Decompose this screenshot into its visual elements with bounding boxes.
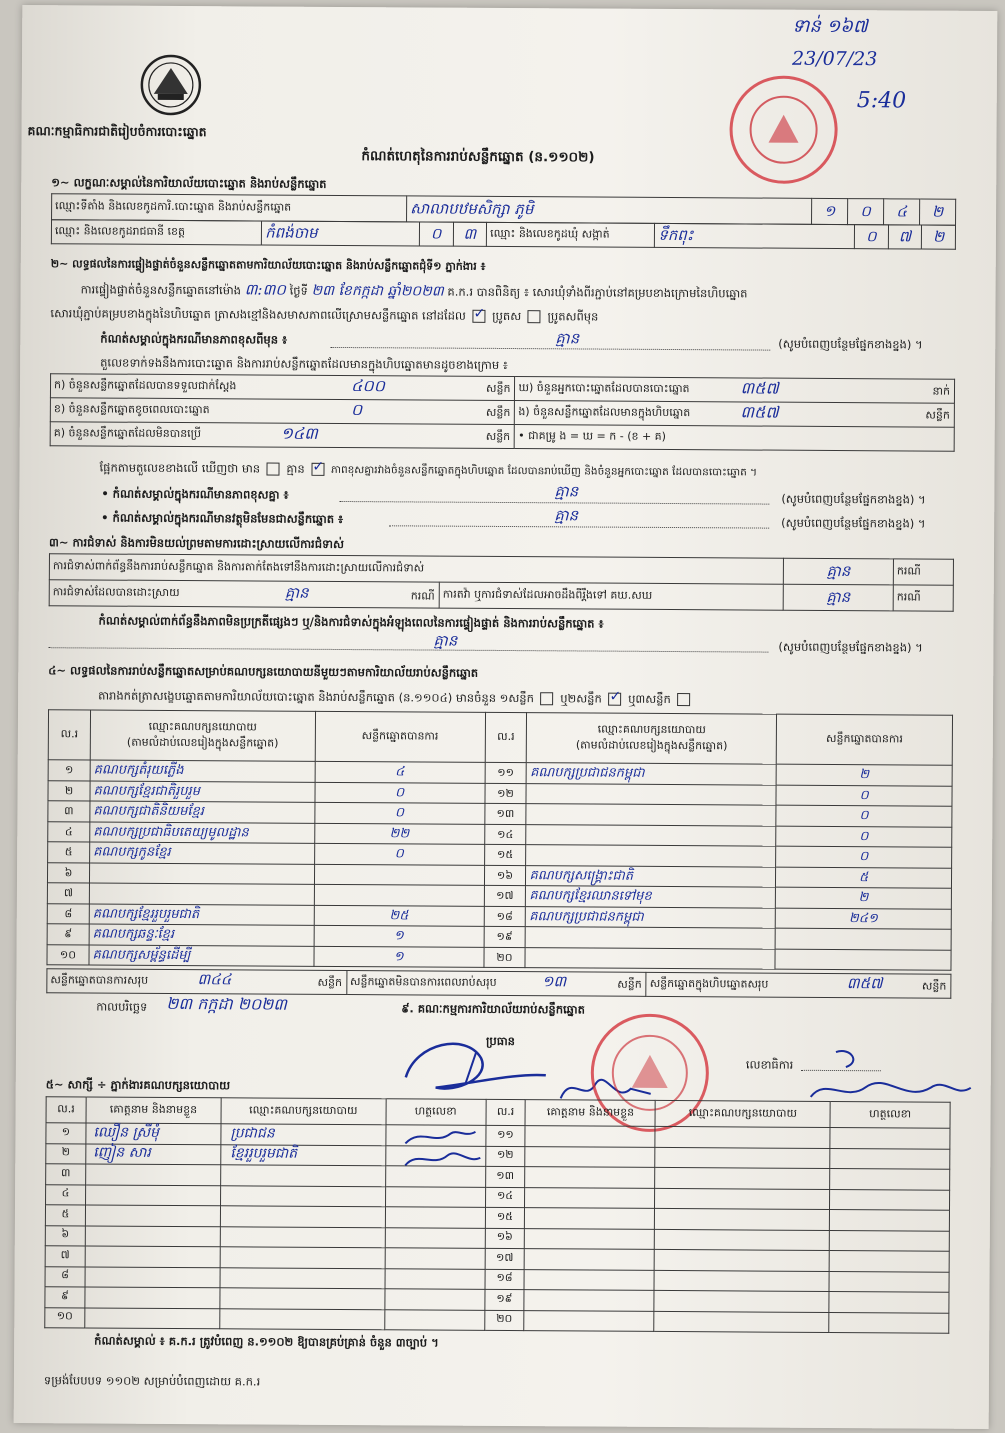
witness-row-no-left: ៨ bbox=[45, 1266, 85, 1287]
witness-row-no-right: ១១ bbox=[485, 1125, 525, 1146]
same-checkbox[interactable] bbox=[473, 310, 486, 323]
irregularity-note-line bbox=[48, 647, 768, 652]
col-no-right: ល.រ bbox=[485, 712, 527, 762]
party-row-no-left: ៩ bbox=[47, 924, 89, 945]
total-valid-label: សន្លឹកឆ្នោតបានការសរុប bbox=[50, 972, 149, 987]
irregularity-note-value: គ្មាន bbox=[433, 631, 458, 650]
verify-time-value: ៣:៣០ bbox=[244, 280, 287, 299]
party-row-no-left: ១០ bbox=[47, 944, 89, 965]
spoiled-ballots-label: ខ) ចំនួនសន្លឹកឆ្នោតខូចពេលបោះឆ្នោត bbox=[53, 401, 210, 416]
witness-row-no-left: ២ bbox=[46, 1143, 86, 1164]
date-label: កាលបរិច្ឆេទ bbox=[96, 999, 148, 1014]
witness-row-party-right bbox=[655, 1229, 830, 1251]
bullet-difference-line bbox=[339, 501, 769, 505]
section4-title: ៤~ លទ្ធផលនៃការរាប់សន្លឹកឆ្នោតសម្រាប់គណបក្សនយោបាយនីមួយៗតាមការិយាល័យរាប់សន្លឹកឆ្នោត bbox=[48, 663, 479, 680]
party-row-votes-right: ២៤១ bbox=[775, 908, 951, 930]
party-row-votes-left bbox=[314, 864, 484, 886]
received-ballots-value: ៤០០ bbox=[350, 376, 386, 396]
party-row-name-right bbox=[525, 947, 775, 969]
total-invalid-value: ១៣ bbox=[541, 972, 567, 991]
party-row-votes-right: ២ bbox=[776, 887, 952, 909]
witness-2-name: ញៀន សារ bbox=[93, 1144, 151, 1161]
witness-row-no-left: ៩ bbox=[45, 1287, 85, 1308]
spoiled-ballots-value: ០ bbox=[350, 400, 363, 420]
ballot-count-table bbox=[50, 373, 955, 452]
witness-row-party-right bbox=[654, 1270, 829, 1292]
witness-row-name-right bbox=[524, 1269, 654, 1290]
box-ballots-label: ង) ចំនួនសន្លឹកឆ្នោតដែលមានក្នុងហិបឆ្នោត bbox=[518, 404, 691, 419]
committee-label: ៩. គណៈកម្មការការិយាល័យរាប់សន្លឹកឆ្នោត bbox=[401, 1001, 585, 1017]
total-invalid-unit: សន្លឹក bbox=[617, 977, 642, 991]
difference-note-line bbox=[330, 347, 770, 351]
location-value: សាលាបឋមសិក្សា ភូមិ bbox=[410, 199, 534, 219]
compare-text: ផ្អែកតាមតួលេខខាងលើ ឃើញថា មាន bbox=[99, 460, 261, 476]
witness-col-name-left: គោត្តនាម និងនាមខ្លួន bbox=[86, 1097, 221, 1124]
unused-ballots-value: ១៤៣ bbox=[280, 423, 318, 443]
party-row-votes-right: ៥ bbox=[776, 867, 952, 889]
forwarded-objection-value: គ្មាន bbox=[826, 587, 851, 607]
witness-row-no-right: ១៧ bbox=[485, 1248, 525, 1269]
witness-row-sign-left bbox=[384, 1309, 484, 1330]
party-row-no-right: ១៩ bbox=[484, 926, 526, 947]
unused-ballots-label: គ) ចំនួនសន្លឹកឆ្នោតដែលមិនបានប្រើ bbox=[53, 425, 202, 440]
witness-row-party-right bbox=[655, 1167, 830, 1189]
party-row-votes-left: ០ bbox=[315, 782, 485, 804]
witness-row-sign-right bbox=[830, 1127, 950, 1148]
verify-time-label: ការផ្ទៀងផ្ទាត់ចំនួនសន្លឹកឆ្នោតនៅម៉ោង bbox=[80, 282, 242, 298]
witness-row-sign-left bbox=[385, 1289, 485, 1310]
party-row-name-right bbox=[526, 824, 776, 846]
witness-row-party-right bbox=[655, 1147, 830, 1169]
witness-table bbox=[44, 1096, 950, 1334]
witness-row-party-left bbox=[220, 1288, 385, 1310]
province-label: ឈ្មោះ និងលេខកូដរាជធានី ខេត្ត bbox=[51, 220, 261, 245]
bullet-object-line bbox=[389, 525, 769, 528]
witness-col-no-left: ល.រ bbox=[46, 1097, 86, 1123]
party-results-table bbox=[46, 709, 953, 971]
verify-line-2 bbox=[50, 307, 598, 323]
no-difference-checkbox[interactable] bbox=[311, 463, 324, 476]
total-box-value: ៣៥៧ bbox=[846, 974, 883, 993]
witness-row-sign-left bbox=[385, 1248, 485, 1269]
party-row-votes-right: ០ bbox=[776, 805, 952, 827]
bullet-difference-hint: (សូមបំពេញបន្ថែមផ្នែកខាងខ្នង) ។ bbox=[781, 491, 926, 507]
party-row-name-right: គណបក្សប្រជាជនកម្ពុជា bbox=[526, 906, 776, 928]
party-row-name-left: គណបក្សឆន្ទៈខ្មែរ bbox=[89, 924, 314, 946]
bullet-object-hint: (សូមបំពេញបន្ថែមផ្នែកខាងខ្នង) ។ bbox=[781, 515, 926, 531]
witness-row-no-left: ៥ bbox=[45, 1205, 85, 1226]
party-row-name-left bbox=[89, 883, 314, 905]
witness-row-name-right bbox=[525, 1146, 655, 1167]
footer-form-code: ទម្រង់បែបបទ ១១០២ សម្រាប់បំពេញដោយ គ.ក.រ bbox=[43, 1373, 261, 1389]
witness-row-sign-right bbox=[829, 1250, 949, 1271]
witness-row-party-right bbox=[654, 1290, 829, 1312]
party-row-no-left: ៧ bbox=[47, 883, 89, 904]
witness-col-party-right: ឈ្មោះគណបក្សនយោបាយ bbox=[655, 1100, 830, 1127]
party-row-name-left: គណបក្សសម្ព័ន្ធដើម្បី bbox=[89, 944, 314, 966]
witness-col-name-right: គោត្តនាម និងនាមខ្លួន bbox=[525, 1100, 655, 1127]
section2-title: ២~ លទ្ធផលនៃការផ្ទៀងផ្ទាត់ចំនួនសន្លឹកឆ្នោតតាមការិយាល័យបោះឆ្នោត និងរាប់សន្លឹកឆ្នោតជុំទី១ ភ្នាក់ងារ ៖ bbox=[50, 257, 486, 273]
tally-sheet-text: តារាងកត់ត្រាសង្ខេបឆ្នោតតាមការិយាល័យបោះឆ្នោត និងរាប់សន្លឹកឆ្នោត (ន.១១០៤) មានចំនួន ១សន្លឹក bbox=[98, 688, 534, 706]
different-checkbox[interactable] bbox=[528, 310, 541, 323]
two-sheet-label: ឬ២សន្លឹក bbox=[560, 691, 602, 706]
party-row-name-right bbox=[526, 783, 776, 805]
party-row-votes-right: ២ bbox=[776, 764, 952, 786]
commune-value: ទឹកពុះ bbox=[658, 225, 694, 245]
irregularity-note-hint: (សូមបំពេញបន្ថែមផ្នែកខាងខ្នង) ។ bbox=[778, 639, 923, 655]
witness-row-name-left bbox=[86, 1164, 221, 1185]
witness-row-sign-right bbox=[829, 1230, 949, 1251]
handwritten-receipt-no: ទាន់ ១៦៧ bbox=[792, 15, 868, 38]
witness-row-name-right bbox=[525, 1249, 655, 1270]
col-party-sub-right: (តាមលំដាប់លេខរៀងក្នុងសន្លឹកឆ្នោត) bbox=[575, 737, 728, 752]
witness-row-party-right bbox=[655, 1188, 830, 1210]
verify-date-value: ២៣ ខែកក្កដា ឆ្នាំ២០២៣ bbox=[311, 282, 444, 300]
commune-code-2: ៧ bbox=[888, 225, 922, 249]
witness-row-name-right bbox=[524, 1290, 654, 1311]
party-row-name-right bbox=[526, 927, 776, 949]
resolved-objection-value: គ្មាន bbox=[284, 583, 309, 602]
bullet-difference-label: • កំណត់សម្គាល់ក្នុងករណីមានភាពខុសគ្នា ៖ bbox=[101, 486, 289, 502]
location-label: ឈ្មោះទីតាំង និងលេខកូដការិ.បោះឆ្នោត និងរាប់សន្លឹកឆ្នោត bbox=[52, 194, 407, 222]
party-row-votes-left: ០ bbox=[314, 843, 484, 865]
witness-col-party-left: ឈ្មោះគណបក្សនយោបាយ bbox=[221, 1098, 386, 1125]
voters-label: ឃ) ចំនួនអ្នកបោះឆ្នោតដែលបានបោះឆ្នោត bbox=[518, 380, 690, 395]
party-row-no-right: ២០ bbox=[483, 947, 525, 968]
province-code-2: ៣ bbox=[453, 222, 487, 246]
box-ballots-value: ៣៥៧ bbox=[740, 402, 779, 422]
location-code-2: ០ bbox=[848, 199, 884, 225]
witness-row-party-left bbox=[220, 1226, 385, 1248]
col-party-sub-left: (តាមលំដាប់លេខរៀងក្នុងសន្លឹកឆ្នោត) bbox=[126, 735, 279, 750]
party-row-no-right: ១៥ bbox=[484, 844, 526, 865]
witness-row-no-right: ២០ bbox=[484, 1310, 524, 1331]
total-box-label: សន្លឹកឆ្នោតក្នុងហិបឆ្នោតសរុប bbox=[649, 976, 769, 991]
witness-row-no-right: ១៨ bbox=[485, 1269, 525, 1290]
spoiled-ballots-unit: សន្លឹក bbox=[485, 405, 511, 420]
party-row-name-left: គណបក្សខ្មែរជាតិរួបរួម bbox=[90, 780, 315, 802]
witness-row-party-left bbox=[220, 1165, 385, 1187]
received-ballots-unit: សន្លឹក bbox=[485, 381, 511, 396]
difference-note-value: គ្មាន bbox=[555, 329, 580, 348]
party-row-name-right: គណបក្សប្រជាជនកម្ពុជា bbox=[527, 763, 777, 785]
party-row-votes-left bbox=[314, 884, 484, 906]
no-difference-label: គ្មាន bbox=[286, 461, 305, 476]
witness-row-no-right: ១៣ bbox=[485, 1166, 525, 1187]
handwritten-receipt-time: 5:40 bbox=[856, 88, 907, 114]
verify-lock-text: សោរឃុំភ្ជាប់គម្របខាងក្នុងនៃហិបឆ្នោត ត្រាសងខ្មៅនិងសមាសភាពលើស្រោមសន្លឹកឆ្នោត នៅដដែល bbox=[50, 306, 466, 323]
witness-2-party: ខ្មែររួបរួមជាតិ bbox=[230, 1145, 298, 1162]
total-box-unit: សន្លឹក bbox=[921, 979, 947, 993]
section1-table-row2 bbox=[51, 219, 956, 250]
three-sheet-checkbox[interactable] bbox=[677, 693, 690, 706]
party-row-name-left: គណបក្សតំរុយភ្លើង bbox=[90, 760, 315, 782]
document-page bbox=[14, 5, 998, 1429]
bullet-object-value: គ្មាន bbox=[554, 506, 579, 525]
commune-code-1: ០ bbox=[854, 225, 888, 249]
party-row-name-right: គណបក្សខ្មែរឈានទៅមុខ bbox=[526, 886, 776, 908]
witness-row-name-right bbox=[525, 1167, 655, 1188]
one-sheet-checkbox[interactable] bbox=[541, 692, 554, 705]
section1-title: ១~ លក្ខណៈសម្គាល់នៃការិយាល័យបោះឆ្នោត និងរាប់សន្លឹកឆ្នោត bbox=[51, 175, 327, 191]
party-row-name-right: គណបក្សសង្គ្រោះជាតិ bbox=[526, 865, 776, 887]
party-row-name-left bbox=[89, 862, 314, 884]
witness-row-sign-right bbox=[830, 1189, 950, 1210]
witness-row-no-right: ១៦ bbox=[485, 1228, 525, 1249]
witness-row-name-left bbox=[85, 1184, 220, 1205]
witness-row-no-left: ៣ bbox=[46, 1164, 86, 1185]
witness-row-sign-right bbox=[830, 1168, 950, 1189]
party-row-votes-left: ២២ bbox=[314, 823, 484, 845]
commune-code-3: ២ bbox=[922, 225, 956, 249]
chair-signature bbox=[396, 1032, 556, 1107]
difference-note-hint: (សូមបំពេញបន្ថែមផ្នែកខាងខ្នង) ។ bbox=[778, 336, 923, 352]
witness-col-sign-left: ហត្ថលេខា bbox=[386, 1099, 486, 1126]
section5-title: ៥~ សាក្សី ÷ ភ្នាក់ងារគណបក្សនយោបាយ bbox=[45, 1077, 231, 1093]
party-row-no-right: ១២ bbox=[484, 783, 526, 804]
party-row-no-right: ១៨ bbox=[484, 906, 526, 927]
party-row-votes-left: ១ bbox=[314, 925, 484, 947]
witness-row-no-left: ៦ bbox=[45, 1225, 85, 1246]
verify-check-text: គ.ក.រ បានពិនិត្យ ៖ សោរឃុំទាំងពីរភ្ជាប់នៅគម្របខាងក្រោមនៃហិបឆ្នោត bbox=[447, 284, 748, 301]
witness-row-name-right bbox=[525, 1187, 655, 1208]
resolved-objection-unit: ករណី bbox=[410, 589, 435, 603]
bullet-object-label: • កំណត់សម្គាល់ក្នុងករណីមានវត្ថុមិនមែនជាសន្លឹកឆ្នោត ៖ bbox=[101, 510, 344, 527]
party-row-no-right: ១៤ bbox=[484, 824, 526, 845]
party-row-no-right: ១១ bbox=[485, 762, 527, 783]
witness-row-no-right: ១៩ bbox=[484, 1289, 524, 1310]
witness-col-sign-right: ហត្ថលេខា bbox=[830, 1101, 950, 1128]
witness-row-no-right: ១៥ bbox=[485, 1207, 525, 1228]
col-party-right: ឈ្មោះគណបក្សនយោបាយ bbox=[597, 722, 706, 736]
witness-row-party-left bbox=[220, 1308, 385, 1330]
date-value: ២៣ កក្កដា ២០២៣ bbox=[166, 993, 288, 1014]
party-row-no-left: ២ bbox=[48, 780, 90, 801]
province-value: កំពង់ចាម bbox=[265, 223, 318, 242]
col-no-left: ល.រ bbox=[48, 710, 90, 760]
two-sheet-checkbox[interactable] bbox=[608, 693, 621, 706]
form-title: កំណត់ហេតុនៃការរាប់សន្លឹកឆ្នោត (ន.១១០២) bbox=[361, 148, 595, 166]
compare-result-text: ភាពខុសគ្នារវាងចំនួនសន្លឹកឆ្នោតក្នុងហិបឆ្នោត ដែលបានរាប់ឃើញ និងចំនួនអ្នកបោះឆ្នោត ដែលបានបោះឆ្នោត ។ bbox=[330, 463, 758, 479]
witness-row-party-right bbox=[654, 1249, 829, 1271]
party-row-name-left: គណបក្សជាតិនិយមខ្មែរ bbox=[90, 801, 315, 823]
witness-row bbox=[45, 1307, 949, 1333]
resolved-objection-label: ការជំទាស់ដែលបានដោះស្រាយ bbox=[52, 584, 180, 599]
witness-row-no-left: ៤ bbox=[46, 1184, 86, 1205]
party-row-name-left: គណបក្សប្រជាធិបតេយ្យមូលដ្ឋាន bbox=[90, 821, 315, 843]
witness-row-party-left bbox=[220, 1267, 385, 1289]
party-row-votes-right bbox=[775, 928, 951, 950]
witness-row-party-right bbox=[655, 1208, 830, 1230]
handwritten-receipt-date: 23/07/23 bbox=[791, 47, 878, 71]
party-row-votes-left: ០ bbox=[315, 802, 485, 824]
party-row-no-left: ៣ bbox=[48, 801, 90, 822]
witness-row-no-right: ១៤ bbox=[485, 1187, 525, 1208]
footer-note: កំណត់សម្គាល់ ៖ គ.ក.រ ត្រូវបំពេញ ន.១១០២ ឱ្យបានគ្រប់គ្រាន់ ចំនួន ៣ច្បាប់ ។ bbox=[94, 1333, 439, 1350]
org-name: គណៈកម្មាធិការជាតិរៀបចំការបោះឆ្នោត bbox=[27, 123, 207, 140]
witness-row-party-right bbox=[654, 1311, 829, 1333]
witness-row-name-left bbox=[85, 1205, 220, 1226]
witness-row-name-right bbox=[525, 1208, 655, 1229]
party-row-votes-left: ១ bbox=[314, 946, 484, 968]
witness-row-no-left: ១០ bbox=[45, 1307, 85, 1328]
party-row bbox=[47, 944, 951, 970]
witness-row-sign-right bbox=[829, 1291, 949, 1312]
voters-unit: នាក់ bbox=[932, 384, 951, 398]
witness-row-party-left bbox=[220, 1185, 385, 1207]
location-code-4: ២ bbox=[920, 199, 956, 225]
chair-label: ប្រធាន bbox=[485, 1033, 516, 1049]
witness-row-no-left: ៧ bbox=[45, 1246, 85, 1267]
party-row-no-right: ១៣ bbox=[484, 803, 526, 824]
box-ballots-unit: សន្លឹក bbox=[925, 408, 950, 422]
witness-row-name-left bbox=[85, 1246, 220, 1267]
witness-row-sign-right bbox=[830, 1148, 950, 1169]
col-votes-left: សន្លឹកឆ្នោតបានការ bbox=[315, 711, 485, 762]
same-option-label: ប្រូតស bbox=[492, 308, 522, 324]
party-row-votes-right: ០ bbox=[776, 785, 952, 807]
witness-row-name-right bbox=[525, 1228, 655, 1249]
objection-related-unit: ករណី bbox=[893, 559, 953, 585]
witness-row-name-left bbox=[85, 1266, 220, 1287]
voters-value: ៣៥៧ bbox=[740, 378, 779, 398]
party-row-votes-right: ០ bbox=[776, 846, 952, 868]
witness-row-sign-right bbox=[830, 1209, 950, 1230]
party-row-votes-right: ០ bbox=[776, 826, 952, 848]
witness-row-party-left bbox=[220, 1247, 385, 1269]
col-party-left: ឈ្មោះគណបក្សនយោបាយ bbox=[148, 719, 257, 733]
difference-note-label: កំណត់សម្គាល់ក្នុងករណីមានភាពខុសពីមុន ៖ bbox=[100, 331, 288, 347]
witness-row-party-right bbox=[655, 1126, 830, 1148]
party-row-name-left: គណបក្សខ្មែររួបរួមជាតិ bbox=[89, 903, 314, 925]
party-row-no-left: ១ bbox=[48, 760, 90, 781]
witness-row-name-left bbox=[85, 1307, 220, 1328]
results-intro: តួលេខទាក់ទងនឹងការបោះឆ្នោត និងការរាប់សន្លឹកឆ្នោតដែលមានក្នុងហិបឆ្នោតមានដូចខាងក្រោម ៖ bbox=[100, 355, 508, 373]
party-row-no-left: ៨ bbox=[47, 903, 89, 924]
emblem-icon bbox=[140, 54, 202, 116]
three-sheet-label: ឬ៣សន្លឹក bbox=[628, 691, 671, 707]
objection-table bbox=[49, 553, 954, 612]
has-difference-checkbox[interactable] bbox=[267, 463, 280, 476]
forwarded-objection-unit: ករណី bbox=[893, 585, 953, 611]
witness-row-party-left bbox=[220, 1206, 385, 1228]
tally-sheet-line bbox=[98, 690, 693, 707]
witness-row-sign-right bbox=[829, 1312, 949, 1333]
party-row-no-left: ៦ bbox=[47, 862, 89, 883]
irregularity-note-label: កំណត់សម្គាល់ពាក់ព័ន្ធនឹងភាពមិនប្រក្រតីផ្សេងៗ ឬ/និងការជំទាស់ក្នុងអំឡុងពេលនៃការផ្ទៀងផ្ទាត់ និងការរាប់សន្លឹកឆ្នោត ៖ bbox=[98, 613, 604, 631]
forwarded-objection-label: ការតវ៉ា ឬការជំទាស់ដែលអាចដឹងពីរ្តឹងទៅ គឃ.សឃ bbox=[439, 582, 783, 610]
party-row-no-right: ១៦ bbox=[484, 865, 526, 886]
official-stamp-top bbox=[729, 75, 838, 184]
unused-ballots-unit: សន្លឹក bbox=[485, 429, 511, 444]
witness-row-sign-left bbox=[385, 1268, 485, 1289]
party-row-no-left: ៤ bbox=[48, 821, 90, 842]
party-row-no-right: ១៧ bbox=[484, 885, 526, 906]
different-option-label: ប្រូតសពីមុន bbox=[547, 309, 599, 324]
objection-related-value: គ្មាន bbox=[826, 561, 851, 581]
witness-row-name-right bbox=[524, 1310, 654, 1331]
party-row-name-right bbox=[526, 845, 776, 867]
location-code-1: ១ bbox=[812, 198, 848, 224]
witness-signatures bbox=[395, 1125, 485, 1176]
verify-line-1 bbox=[81, 281, 748, 300]
witness-row-name-left bbox=[85, 1225, 220, 1246]
witness-row-sign-left bbox=[385, 1186, 485, 1207]
witness-col-no-right: ល.រ bbox=[486, 1099, 526, 1125]
objection-related-label: ការជំទាស់ពាក់ព័ន្ធនឹងការរាប់សន្លឹកឆ្នោត និងការតាក់តែងទៅនឹងការដោះស្រាយលើការជំទាស់ bbox=[49, 554, 783, 584]
col-votes-right: សន្លឹកឆ្នោតបានការ bbox=[776, 714, 952, 765]
witness-row-sign-left bbox=[385, 1227, 485, 1248]
secretary-label: លេខាធិការ bbox=[745, 1057, 794, 1072]
party-row-name-right bbox=[526, 804, 776, 826]
received-ballots-label: ក) ចំនួនសន្លឹកឆ្នោតដែលបានទទួលជាក់ស្តែង bbox=[53, 377, 237, 392]
witness-row-no-right: ១២ bbox=[485, 1146, 525, 1167]
commune-label: ឈ្មោះ និងលេខកូដឃុំ សង្កាត់ bbox=[487, 222, 655, 247]
total-valid-unit: សន្លឹក bbox=[317, 975, 343, 990]
party-row-votes-left: ២៥ bbox=[314, 905, 484, 927]
witness-row-name-left bbox=[85, 1287, 220, 1308]
party-row-votes-right bbox=[775, 949, 951, 971]
witness-1-party: ប្រជាជន bbox=[230, 1125, 275, 1142]
party-row-name-left: គណបក្សកូនខ្មែរ bbox=[90, 842, 315, 864]
total-invalid-label: សន្លឹកឆ្នោតមិនបានការពេលរាប់សរុប bbox=[349, 974, 497, 989]
witness-row-sign-right bbox=[829, 1271, 949, 1292]
witness-1-name: ឈឿន ស្រីមុំ bbox=[93, 1124, 159, 1141]
witness-row-sign-left bbox=[385, 1207, 485, 1228]
formula-text: • ជាគម្រូ ង = ឃ = ក - (ខ + គ) bbox=[518, 428, 667, 443]
total-valid-value: ៣៤៤ bbox=[197, 970, 232, 989]
witness-row-no-left: ១ bbox=[46, 1123, 86, 1144]
bullet-difference-value: គ្មាន bbox=[554, 482, 579, 501]
witness-row-name-right bbox=[525, 1126, 655, 1147]
party-row-no-left: ៥ bbox=[48, 842, 90, 863]
section3-title: ៣~ ការជំទាស់ និងការមិនយល់ព្រមតាមការដោះស្រាយលើការជំទាស់ bbox=[49, 535, 344, 552]
compare-line bbox=[99, 462, 757, 479]
party-row-votes-left: ៤ bbox=[315, 761, 485, 783]
verify-date-label: ថ្ងៃទី bbox=[289, 283, 308, 298]
province-code-1: ០ bbox=[419, 222, 453, 246]
location-code-3: ៤ bbox=[884, 199, 920, 225]
